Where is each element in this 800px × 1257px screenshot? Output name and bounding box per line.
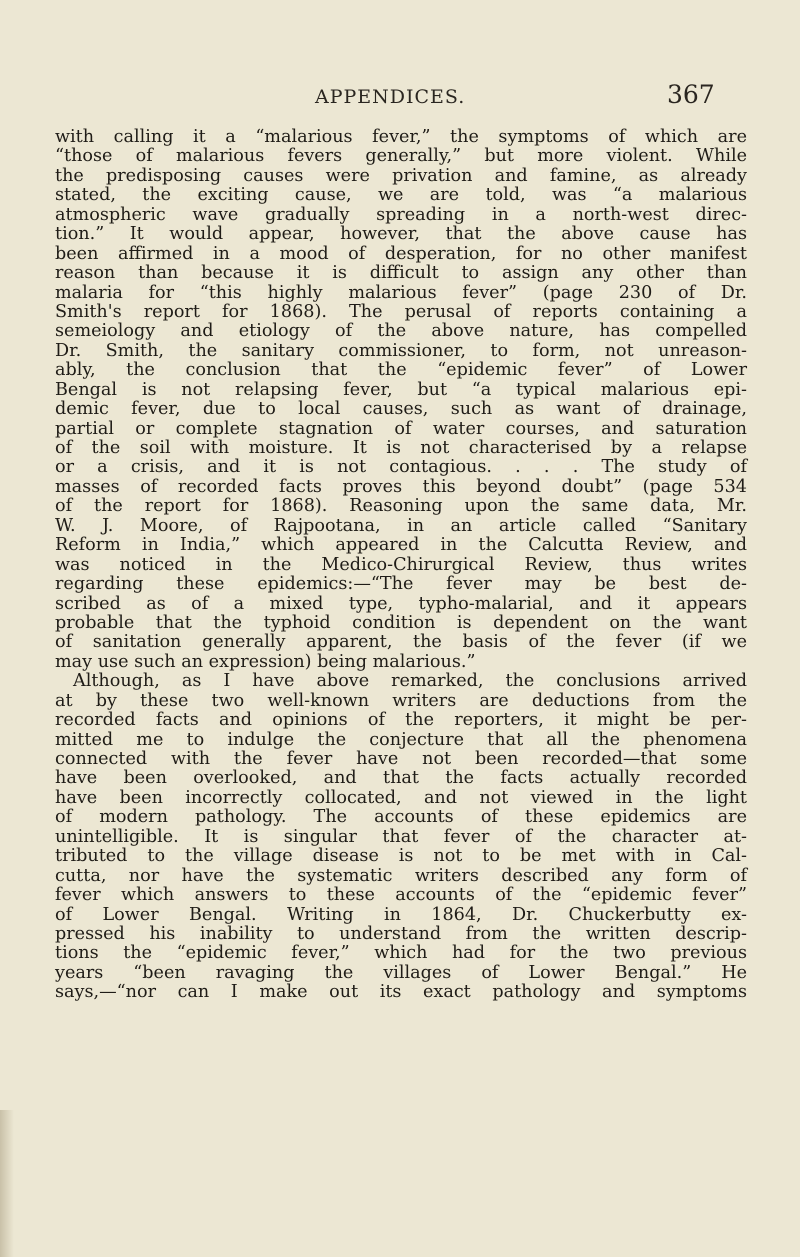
page-number: 367 (667, 80, 715, 109)
text-line: W. J. Moore, of Rajpootana, in an article called “Sanitary (55, 515, 747, 536)
text-line: of modern pathology. The accounts of these epidemics are (55, 807, 747, 828)
text-line: the predisposing causes were privation and famine, as already (55, 165, 747, 186)
text-line: years “been ravaging the villages of Lower Bengal.” He (55, 962, 747, 983)
text-line: Smith's report for 1868). The perusal of reports containing a (55, 301, 747, 322)
text-line: cutta, nor have the systematic writers described any form of (55, 865, 747, 886)
text-line: been affirmed in a mood of desperation, for no other manifest (55, 243, 747, 264)
text-line: was noticed in the Medico-Chirurgical Review, thus writes (55, 554, 747, 575)
text-line: or a crisis, and it is not contagious. . . . The study of (55, 457, 747, 478)
text-line: fever which answers to these accounts of the “epidemic fever” (55, 885, 747, 906)
text-line: demic fever, due to local causes, such as want of drainage, (55, 399, 747, 420)
text-line: says,—“nor can I make out its exact pathology and symptoms (55, 982, 747, 1003)
text-line: may use such an expression) being malarious.” (55, 651, 476, 672)
text-line: unintelligible. It is singular that fever of the character at- (55, 826, 747, 847)
text-line: malaria for “this highly malarious fever” (page 230 of Dr. (55, 282, 747, 303)
text-line: of the soil with moisture. It is not characterised by a relapse (55, 438, 747, 458)
text-line: mitted me to indulge the conjecture that all the phenomena (55, 729, 747, 750)
text-line: probable that the typhoid condition is dependent on the want (55, 612, 747, 633)
text-line: at by these two well-known writers are deductions from the (55, 690, 747, 711)
text-line: “those of malarious fevers generally,” but more violent. While (55, 146, 747, 167)
text-line: Bengal is not relapsing fever, but “a typical malarious epi- (55, 379, 747, 400)
text-line: recorded facts and opinions of the reporters, it might be per- (55, 710, 747, 731)
text-line: Although, as I have above remarked, the conclusions arrived (73, 671, 747, 692)
text-line: semeiology and etiology of the above nature, has compelled (55, 321, 747, 342)
page-edge-shadow (0, 1110, 14, 1257)
text-line: Dr. Smith, the sanitary commissioner, to form, not unreason- (55, 340, 747, 361)
text-line: reason than because it is difficult to assign any other than (55, 263, 747, 284)
text-line: Reform in India,” which appeared in the Calcutta Review, and (55, 535, 747, 556)
running-head-title: APPENDICES. (315, 86, 466, 108)
text-line: of Lower Bengal. Writing in 1864, Dr. Chuckerbutty ex- (55, 904, 747, 925)
text-line: connected with the fever have not been recorded—that some (55, 749, 747, 769)
text-line: scribed as of a mixed type, typho-malarial, and it appears (55, 593, 747, 614)
text-line: with calling it a “malarious fever,” the symptoms of which are (55, 127, 747, 147)
running-header (0, 80, 800, 120)
text-line: stated, the exciting cause, we are told, was “a malarious (55, 185, 747, 206)
text-line: tions the “epidemic fever,” which had for the two previous (55, 943, 747, 964)
body-text (55, 128, 747, 1003)
text-line: have been overlooked, and that the facts actually recorded (55, 768, 747, 789)
text-line: masses of recorded facts proves this beyond doubt” (page 534 (55, 476, 747, 497)
text-line: pressed his inability to understand from the written descrip- (55, 923, 747, 944)
text-line: tributed to the village disease is not to be met with in Cal- (55, 846, 747, 867)
text-line: atmospheric wave gradually spreading in a north-west direc- (55, 204, 747, 225)
text-line: ably, the conclusion that the “epidemic fever” of Lower (55, 360, 747, 381)
text-line: of the report for 1868). Reasoning upon the same data, Mr. (55, 496, 747, 517)
text-line: have been incorrectly collocated, and not viewed in the light (55, 787, 747, 808)
text-line: partial or complete stagnation of water courses, and saturation (55, 418, 747, 439)
text-line: tion.” It would appear, however, that the above cause has (55, 224, 747, 245)
text-line: regarding these epidemics:—“The fever may be best de- (55, 574, 747, 595)
text-line: of sanitation generally apparent, the basis of the fever (if we (55, 632, 747, 653)
